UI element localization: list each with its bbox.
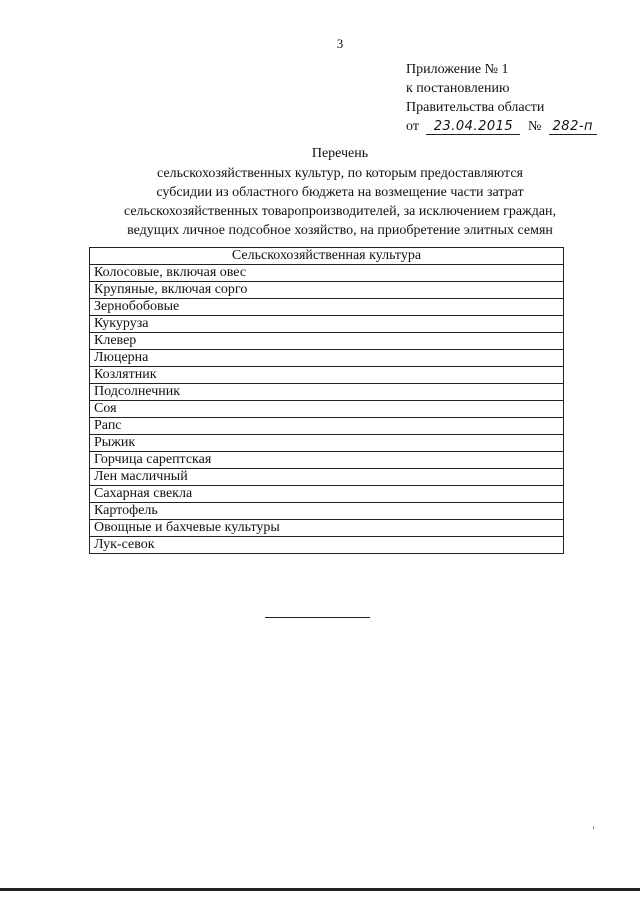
decree-number-field: [549, 119, 597, 135]
table-row: [90, 384, 564, 401]
appendix-block: [406, 60, 597, 136]
crop-cell: Крупяные, включая сорго: [90, 282, 564, 299]
from-label: от: [406, 119, 419, 134]
table-row: [90, 520, 564, 537]
subtitle-line: субсидии из областного бюджета на возмещение части затрат: [156, 185, 524, 200]
document-title: Перечень: [311, 146, 369, 161]
page-number: 3: [336, 36, 344, 51]
table-row: [90, 435, 564, 452]
table-header-row: [90, 248, 564, 265]
decree-date: 23.04.2015: [433, 119, 514, 134]
scan-speck: [593, 826, 594, 829]
crop-cell: Зернобобовые: [90, 299, 564, 316]
decree-number: 282-п: [552, 119, 594, 134]
crop-cell: Рапс: [90, 418, 564, 435]
table-row: [90, 282, 564, 299]
appendix-line-1: Приложение № 1: [406, 62, 509, 77]
table-row: [90, 537, 564, 554]
table-row: [90, 316, 564, 333]
column-header-crop: Сельскохозяйственная культура: [90, 248, 564, 265]
table-row: [90, 299, 564, 316]
separator-line: [265, 617, 370, 618]
document-subtitle: [80, 164, 600, 240]
crop-cell: Соя: [90, 401, 564, 418]
subtitle-line: сельскохозяйственных культур, по которым предоставляются: [157, 166, 523, 181]
crop-cell: Картофель: [90, 503, 564, 520]
crop-cell: Подсолнечник: [90, 384, 564, 401]
crop-table: [89, 247, 564, 554]
crop-cell: Козлятник: [90, 367, 564, 384]
table-row: [90, 486, 564, 503]
crop-cell: Клевер: [90, 333, 564, 350]
table-row: [90, 367, 564, 384]
crop-cell: Кукуруза: [90, 316, 564, 333]
crop-cell: Рыжик: [90, 435, 564, 452]
crop-cell: Лук-севок: [90, 537, 564, 554]
table-row: [90, 452, 564, 469]
table-row: [90, 333, 564, 350]
crop-cell: Овощные и бахчевые культуры: [90, 520, 564, 537]
crop-cell: Сахарная свекла: [90, 486, 564, 503]
table-row: [90, 418, 564, 435]
decree-date-field: [426, 119, 520, 135]
appendix-line-2: к постановлению: [406, 81, 510, 96]
number-label: №: [527, 119, 542, 134]
table-row: [90, 265, 564, 282]
subtitle-line: сельскохозяйственных товаропроизводителей, за исключением граждан,: [123, 204, 557, 219]
appendix-date-line: [406, 117, 597, 136]
table-row: [90, 350, 564, 367]
subtitle-line: ведущих личное подсобное хозяйство, на приобретение элитных семян: [127, 223, 553, 238]
appendix-line-3: Правительства области: [406, 100, 545, 115]
table-row: [90, 503, 564, 520]
table-row: [90, 401, 564, 418]
crop-cell: Колосовые, включая овес: [90, 265, 564, 282]
scan-bottom-edge: [0, 888, 640, 891]
crop-cell: Люцерна: [90, 350, 564, 367]
crop-cell: Лен масличный: [90, 469, 564, 486]
table-row: [90, 469, 564, 486]
crop-cell: Горчица сарептская: [90, 452, 564, 469]
